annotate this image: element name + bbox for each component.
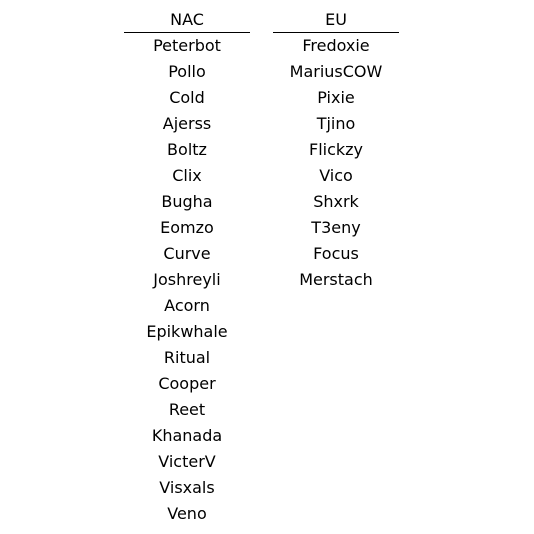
player-name: Clix [172,166,202,185]
player-name: MariusCOW [289,62,383,81]
player-name: T3eny [311,218,361,237]
player-name: Khanada [151,426,223,445]
player-name: Vico [319,166,353,185]
player-name: Cooper [158,374,216,393]
player-name: Eomzo [160,218,214,237]
player-name: Boltz [167,140,207,159]
column-eu [273,8,399,293]
player-list-eu [273,33,399,293]
column-header-eu: EU [273,8,399,33]
player-name: Flickzy [308,140,364,159]
player-name: Focus [313,244,359,263]
player-name: Acorn [164,296,210,315]
player-name: Tjino [316,114,356,133]
player-name: Cold [169,88,205,107]
column-header-nac: NAC [124,8,250,33]
player-name: Fredoxie [302,36,370,55]
player-name: Ritual [163,348,211,367]
player-name: Pixie [317,88,355,107]
player-name: VicterV [158,452,216,471]
player-name: Curve [163,244,211,263]
player-name: Veno [167,504,207,523]
player-name: Visxals [159,478,215,497]
player-name: Peterbot [153,36,221,55]
player-name: Bugha [161,192,213,211]
player-name: Pollo [168,62,206,81]
player-name: Reet [168,400,206,419]
player-name: Ajerss [162,114,212,133]
column-nac [124,8,250,527]
player-list-nac [124,33,250,527]
player-name: Shxrk [313,192,359,211]
player-name: Merstach [299,270,373,289]
player-name: Joshreyli [153,270,221,289]
player-name: Epikwhale [146,322,228,341]
